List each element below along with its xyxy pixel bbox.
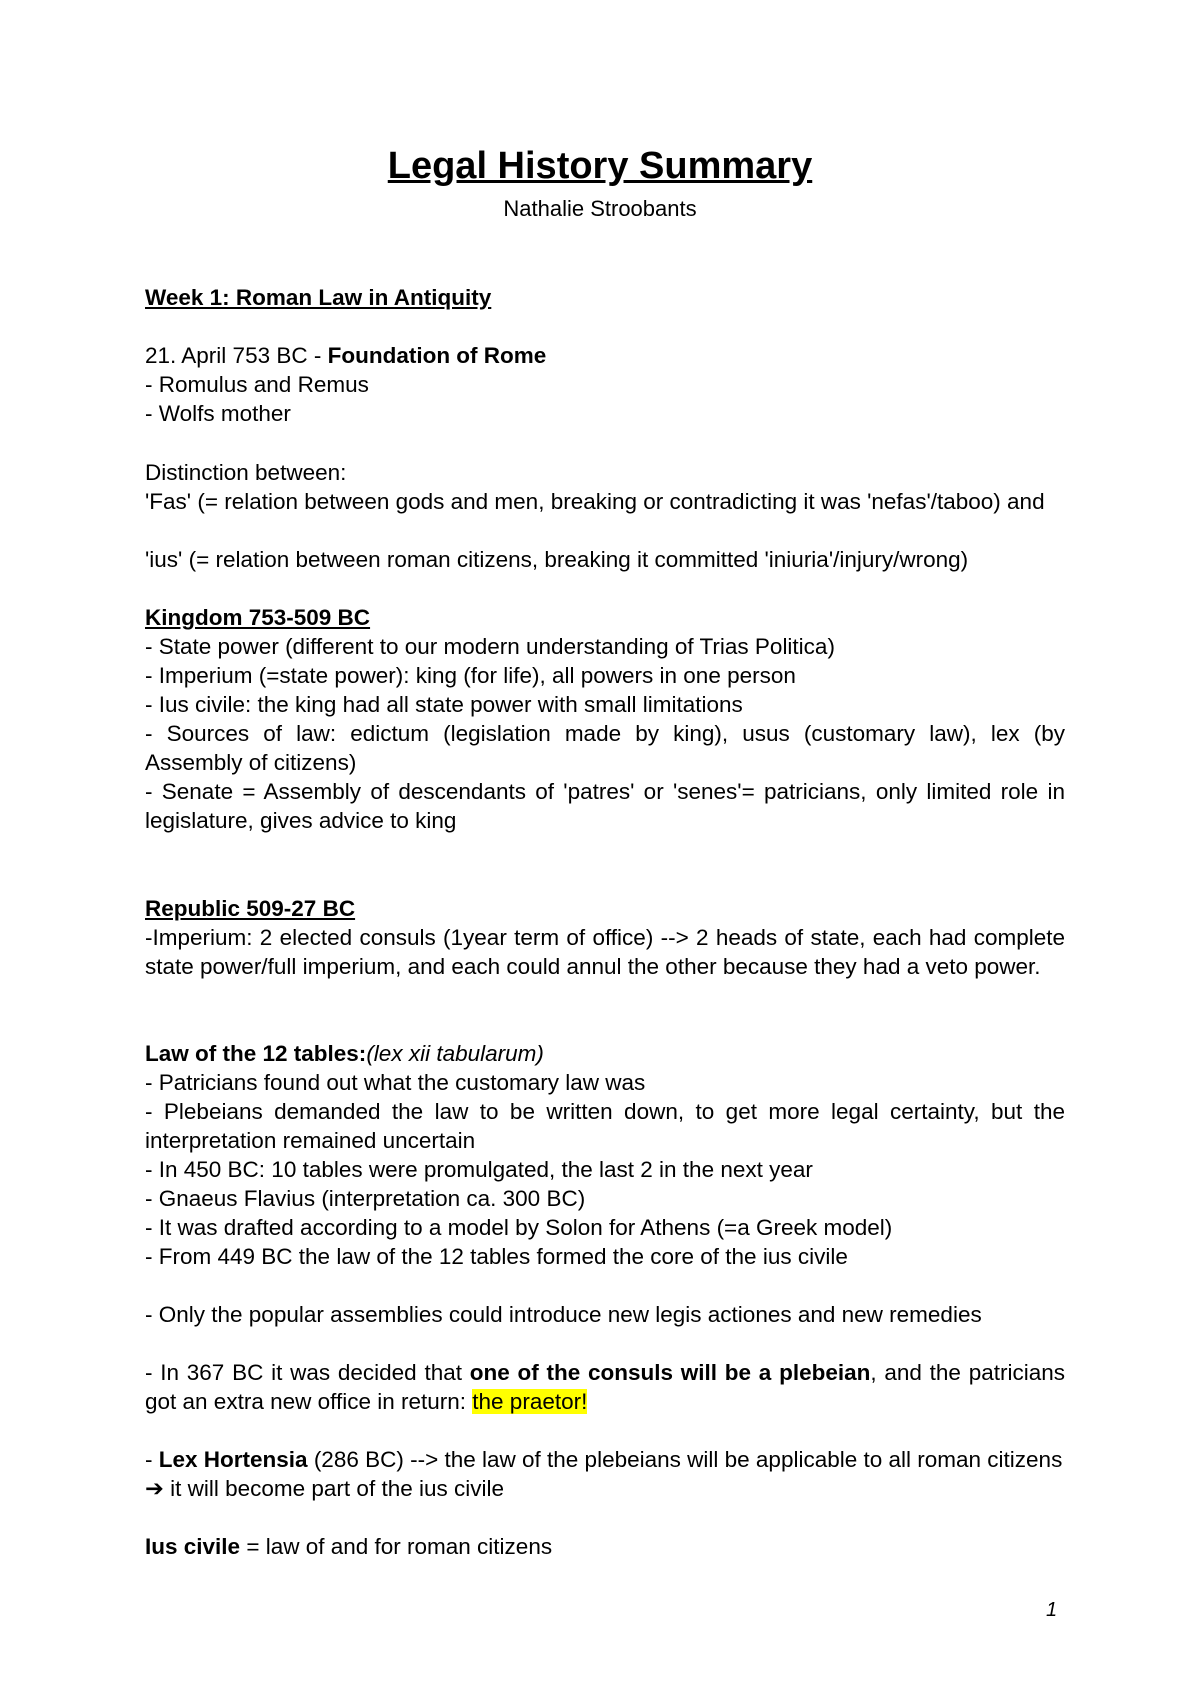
list-item: - Senate = Assembly of descendants of 'patres' or 'senes'= patricians, only limited role in legislature, gives advice to king [145, 779, 1065, 833]
foundation-date: 21. April 753 BC - [145, 343, 328, 368]
list-item: - Gnaeus Flavius (interpretation ca. 300 BC) [145, 1186, 586, 1211]
author-name: Nathalie Stroobants [503, 196, 697, 221]
list-item: - Sources of law: edictum (legislation made by king), usus (customary law), lex (by Assembly of citizens) [145, 721, 1065, 775]
tables-heading-italic: (lex xii tabularum) [366, 1041, 544, 1066]
list-item: - Ius civile: the king had all state power with small limitations [145, 692, 743, 717]
foundation-bold: Foundation of Rome [327, 343, 547, 368]
republic-imperium: -Imperium: 2 elected consuls (1year term of office) --> 2 heads of state, each had complete state power/full imperium, and each could annul the other because they had a veto power. [145, 925, 1065, 979]
list-item: - Patricians found out what the customary law was [145, 1070, 646, 1095]
list-item: - Plebeians demanded the law to be written down, to get more legal certainty, but the interpretation remained uncertain [145, 1099, 1065, 1153]
assemblies-line: - Only the popular assemblies could introduce new legis actiones and new remedies [145, 1302, 982, 1327]
week-heading: Week 1: Roman Law in Antiquity [145, 285, 492, 310]
section-heading-republic: Republic 509-27 BC [145, 896, 356, 921]
foundation-line [145, 341, 1065, 370]
distinction-ius: 'ius' (= relation between roman citizens, breaking it committed 'iniuria'/injury/wrong) [145, 547, 969, 572]
hortensia-rest: (286 BC) --> the law of the plebeians will be applicable to all roman citizens [307, 1447, 1063, 1472]
hortensia-tail: it will become part of the ius civile [163, 1476, 504, 1501]
list-item: - Imperium (=state power): king (for life), all powers in one person [145, 663, 796, 688]
distinction-intro: Distinction between: [145, 460, 347, 485]
list-item: - State power (different to our modern understanding of Trias Politica) [145, 634, 835, 659]
ius-civile-definition [145, 1532, 1065, 1561]
tables-heading-bold: Law of the 12 tables: [145, 1041, 367, 1066]
arrow-icon: ➔ [145, 1476, 164, 1501]
hortensia-dash: - [145, 1447, 159, 1472]
consuls-text-a: - In 367 BC it was decided that [145, 1360, 470, 1385]
ius-civile-rest: = law of and for roman citizens [240, 1534, 553, 1559]
section-heading-kingdom: Kingdom 753-509 BC [145, 605, 371, 630]
list-item: - It was drafted according to a model by Solon for Athens (=a Greek model) [145, 1215, 893, 1240]
page-number: 1 [1046, 1599, 1058, 1621]
consuls-paragraph [145, 1358, 1065, 1416]
list-item: - Wolfs mother [145, 401, 291, 426]
section-heading-tables [145, 1039, 1065, 1068]
list-item: - From 449 BC the law of the 12 tables formed the core of the ius civile [145, 1244, 848, 1269]
hortensia-bold: Lex Hortensia [158, 1447, 308, 1472]
distinction-fas: 'Fas' (= relation between gods and men, breaking or contradicting it was 'nefas'/taboo) and [145, 489, 1045, 514]
consuls-text-c: , and the patricians got an extra new office in return: [145, 1360, 1065, 1414]
hortensia-paragraph [145, 1445, 1065, 1503]
list-item: - In 450 BC: 10 tables were promulgated, the last 2 in the next year [145, 1157, 813, 1182]
praetor-highlight: the praetor! [472, 1389, 588, 1414]
page-title: Legal History Summary [387, 145, 813, 187]
list-item: - Romulus and Remus [145, 372, 369, 397]
ius-civile-bold: Ius civile [145, 1534, 241, 1559]
consuls-bold: one of the consuls will be a plebeian [469, 1360, 871, 1385]
